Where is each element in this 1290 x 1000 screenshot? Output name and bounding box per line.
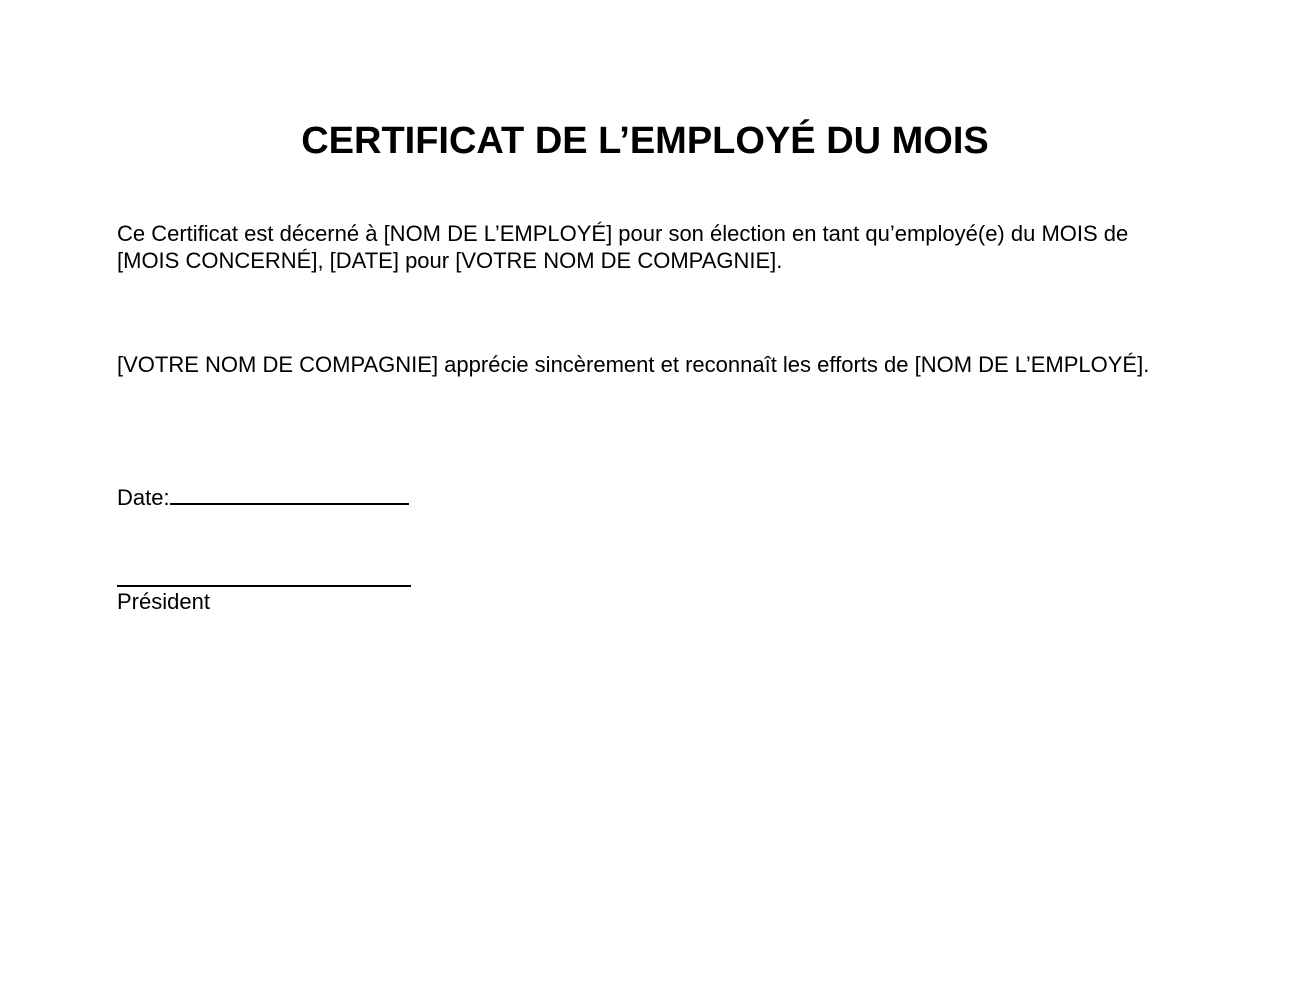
signature-label: Président [117, 589, 210, 614]
date-field [117, 483, 409, 511]
date-blank-line [170, 483, 409, 505]
award-statement: Ce Certificat est décerné à [NOM DE L’EMPLOYÉ] pour son élection en tant qu’employé(e) du MOIS de [MOIS CONCERNÉ], [DATE] pour [VOTRE NOM DE COMPAGNIE]. [117, 221, 1129, 273]
date-label: Date: [117, 485, 170, 510]
certificate-title: CERTIFICAT DE L’EMPLOYÉ DU MOIS [301, 120, 989, 162]
appreciation-statement: [VOTRE NOM DE COMPAGNIE] apprécie sincèrement et reconnaît les efforts de [NOM DE L’EMPLOYÉ]. [117, 352, 1150, 377]
signature-line [117, 585, 411, 587]
